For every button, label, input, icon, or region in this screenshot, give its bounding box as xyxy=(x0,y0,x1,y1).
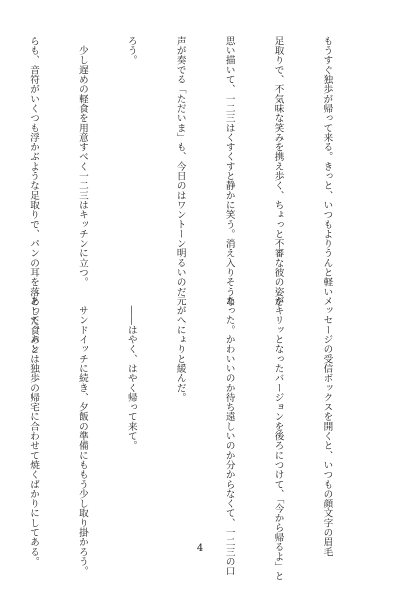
text-line: らも、音符がいくつも浮かぶような足取りで、パンの耳を落とした食パン xyxy=(28,36,40,355)
text-line: がキリッとなったバージョンを後ろにつけて、「今から帰るよ」と xyxy=(272,296,284,581)
text-line: 元がへにょりと緩んだ。 xyxy=(174,296,186,403)
text-line: メッセージの受信ボックスを開くと、いつもの顔文字の眉毛 xyxy=(321,296,333,557)
text-line: 足取りで、不気味な笑みを携え歩く、ちょっと不審な彼の姿を xyxy=(272,36,284,307)
page-number: 4 xyxy=(196,543,204,554)
text-line: ――はやく、はやく帰って来て。 xyxy=(125,296,137,451)
text-line: あった。かわいいのか待ち遠しいのか分からなくて、一二三の口 xyxy=(223,296,235,576)
text-line: 声が奏でる「ただいま」も、今日のはワントーン明るいのだ xyxy=(174,36,186,297)
text-line: ろう。 xyxy=(125,36,137,65)
bottom-text-block xyxy=(28,296,367,581)
text-line: サンドイッチに続き、夕飯の準備にももう少し取り掛かろう。 xyxy=(76,296,88,576)
text-line: 少し遅めの軽食を用意すべく一二三はキッチンに立つ。 xyxy=(76,36,88,287)
text-line: 思い描いて、一二三はくすくすと静かに笑う。消え入りそうな xyxy=(223,36,235,307)
text-line: あって、あとは独歩の帰宅に合わせて焼くばかりにしてある。 xyxy=(28,296,40,567)
text-line: もうすぐ独歩が帰って来る。きっと、いつもよりうんと軽い xyxy=(321,36,333,297)
